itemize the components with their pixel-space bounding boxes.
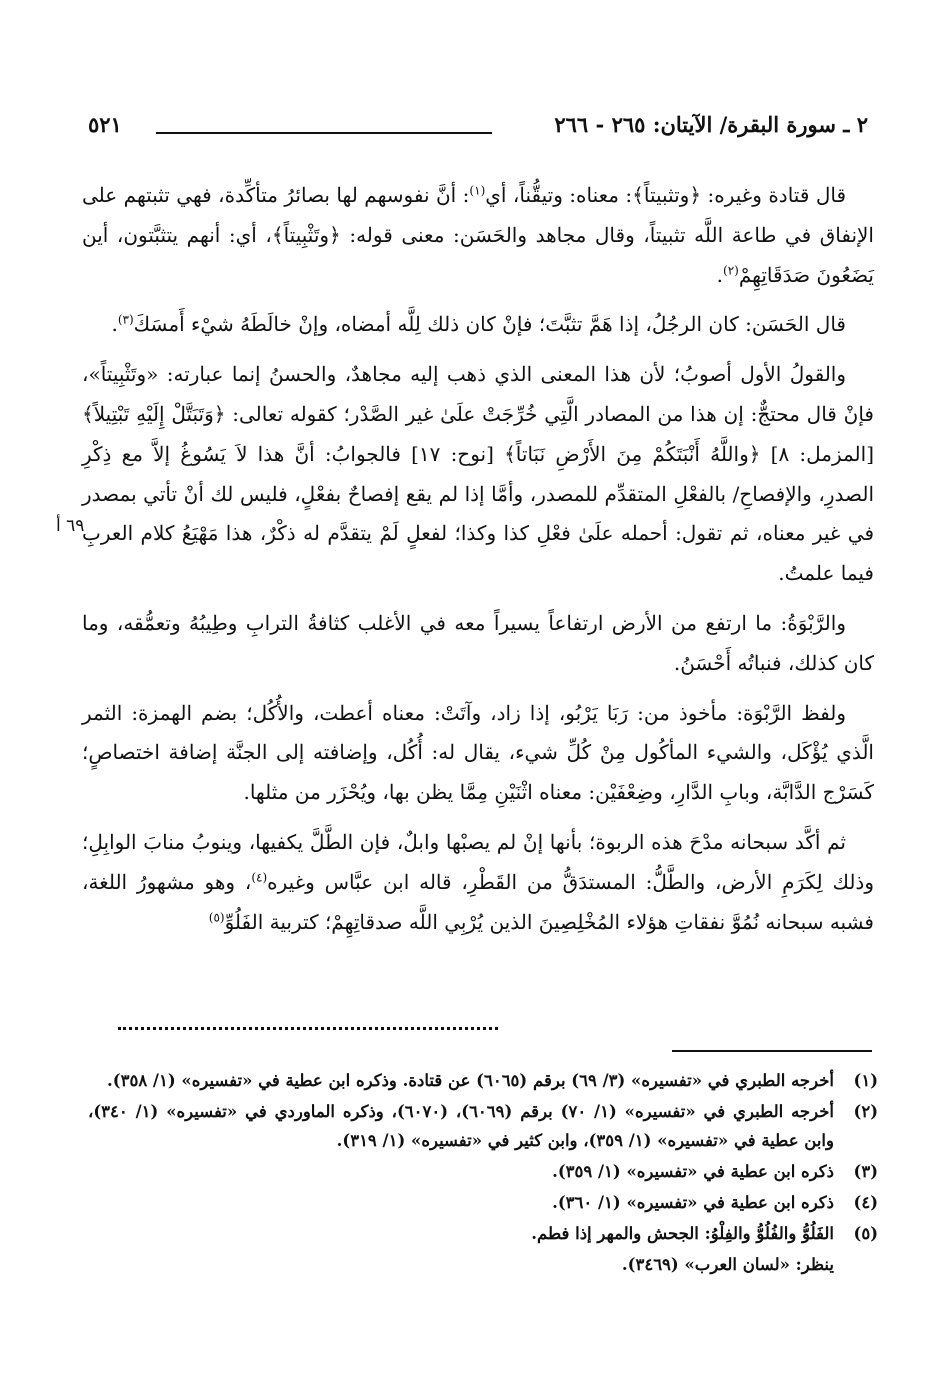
page-header xyxy=(88,112,868,152)
footnote-number: (٢) xyxy=(853,1102,878,1121)
paragraph: ثم أكَّد سبحانه مدْحَ هذه الربوة؛ بأنها إنْ لم يصبْها وابلٌ، فإن الطَّلَّ يكفيها، وينوبُ منابَ الوابِلِ؛ وذلك لِكَرَمِ الأرض، والطَّلُّ: المستدَقُّ من القَطْرِ، قاله ابن عبَّاس وغيره$^{(٤)}$، وهو مشهورُ اللغة، فشبه سبحانه نُمُوَّ نفقاتِ هؤلاء المُخْلِصِينَ الذين يُرْبِي اللَّه صدقاتِهِمْ؛ كتربية الفَلُوِّ$^{(٥)}$ xyxy=(82,829,874,934)
footnote xyxy=(88,1157,878,1186)
footnote-text: أخرجه الطبري في «تفسيره» (١/ ٧٠) برقم (٦٠٦٩)، (٦٠٧٠)، وذكره الماوردي في «تفسيره» (١/ ٣٤٠)، وابن عطية في «تفسيره» (١/ ٣٥٩)، وابن كثير في «تفسيره» (١/ ٣١٩). xyxy=(88,1102,835,1150)
footnote-ref[interactable]: (٤) xyxy=(251,870,268,885)
footnote-number: (١) xyxy=(853,1071,878,1090)
continuation-dots xyxy=(118,1027,498,1030)
footnote-text: الفَلُوُّ والفُلُوُّ والفِلْوُ: الجحش والمهر إذا فطم. xyxy=(531,1224,834,1243)
running-title: ٢ ـ سورة البقرة/ الآيتان: ٢٦٥ - ٢٦٦ xyxy=(554,112,868,137)
footnote xyxy=(88,1188,878,1217)
footnote-ref[interactable]: (١) xyxy=(469,183,486,198)
footnote-ref[interactable]: (٣) xyxy=(117,312,134,327)
paragraph: والرَّبْوَةُ: ما ارتفع من الأرض ارتفاعاً يسيراً معه في الأغلب كثافةُ الترابِ وطِيبُهُ وتعمُّقه، وما كان كذلك، فنباتُه أَحْسَنُ. xyxy=(82,610,874,675)
footnote-text: ذكره ابن عطية في «تفسيره» (١/ ٣٥٩). xyxy=(552,1162,834,1181)
footnote-number: (٥) xyxy=(853,1224,878,1243)
footnote-ref[interactable]: (٥) xyxy=(208,909,225,924)
paragraph: والقولُ الأول أصوبُ؛ لأن هذا المعنى الذي ذهب إليه مجاهدٌ، والحسنُ إنما عبارته: «وتَثْبِيتاً»، فإنْ قال محتجٌّ: إن هذا من المصادر الَّتِي خُرِّجَتْ علَىٰ غير الصَّدْر؛ كقوله تعالى: ﴿وَتَبَتَّلْ إِلَيْهِ تَبْتِيلاً﴾ [المزمل: ٨] ﴿واللَّهُ أَنْبَتَكُمْ مِنَ الأَرْضِ نَبَاتاً﴾ [نوح: ١٧] فالجوابُ: أنَّ هذا لاَ يَسُوغُ إلاَّ مع ذِكْرِ الصدرِ، والإفصاحِ/ بالفعْلِ المتقدِّم للمصدر، وأمَّا إذا لم يقع إفصاحٌ بفعْلٍ، فليس لك أنْ تأتي بمصدر في غير معناه، ثم تقول: أحمله علَىٰ فعْلِ كذا وكذا؛ لفعلٍ لَمْ يتقدَّم له ذكْرٌ، هذا مَهْيَعُ كلام العربِ فيما علمتُ. xyxy=(82,362,875,586)
footnote-number: (٤) xyxy=(853,1193,878,1212)
footnote-text: أخرجه الطبري في «تفسيره» (٣/ ٦٩) برقم (٦٠٦٥) عن قتادة. وذكره ابن عطية في «تفسيره» (١/ ٣٥٨). xyxy=(107,1071,834,1090)
paragraph: قال قتادة وغيره: ﴿وتثبيتاً﴾: معناه: وتيقُّناً، أي$^{(١)}$: أنَّ نفوسهم لها بصائرُ متأكِّدة، فهي تثبتهم على الإنفاق في طاعة اللَّه تثبيتاً، وقال مجاهد والحَسَن: معنى قوله: ﴿وتَثْبِيتاً﴾، أي: أنهم يتثبَّتون، أين يَضَعُونَ صَدَقَاتِهِمْ$^{(٢)}$. xyxy=(82,183,874,287)
footnote-text: ينظر: «لسان العرب» (٣٤٦٩). xyxy=(621,1255,834,1274)
footnote-number: (٣) xyxy=(853,1162,878,1181)
page-number: ٥٢١ xyxy=(88,112,122,137)
paragraph: ولفظ الرَّبْوَة: مأخوذ من: رَبَا يَرْبُو، إذا زاد، وآتَتْ: معناه أعطت، والأُكُل؛ بضم الهمزة: الثمر الَّذي يُؤْكَل، والشيء المأكُول مِنْ كُلِّ شيء، يقال له: أُكُل، وإضافته إلى الجنَّة إضافة اختصاصٍ؛ كَسَرْج الدَّابَّة، وبابِ الدَّارِ، وضِعْفَيْن: معناه اثْنَيْنِ مِمَّا يظن بها، ويُحْزَر من مثلها. xyxy=(82,700,874,805)
footnotes xyxy=(88,1066,878,1281)
footnote xyxy=(88,1097,878,1155)
paragraph: قال الحَسَن: كان الرجُلُ، إذا هَمَّ تثبَّتَ؛ فإنْ كان ذلك لِلَّه أمضاه، وإنْ خالَطَهُ شيْء أَمسَكَ$^{(٣)}$. xyxy=(111,312,846,337)
footnote-continuation xyxy=(88,1250,878,1279)
footnote-text: ذكره ابن عطية في «تفسيره» (١/ ٣٦٠). xyxy=(552,1193,834,1212)
footnote xyxy=(88,1219,878,1248)
manuscript-folio-note: ٦٩ أ xyxy=(56,516,85,536)
footnote-ref[interactable]: (٢) xyxy=(723,262,739,277)
footnote-separator xyxy=(672,1050,872,1052)
footnote xyxy=(88,1066,878,1095)
main-text xyxy=(82,176,874,952)
header-rule xyxy=(156,132,492,134)
